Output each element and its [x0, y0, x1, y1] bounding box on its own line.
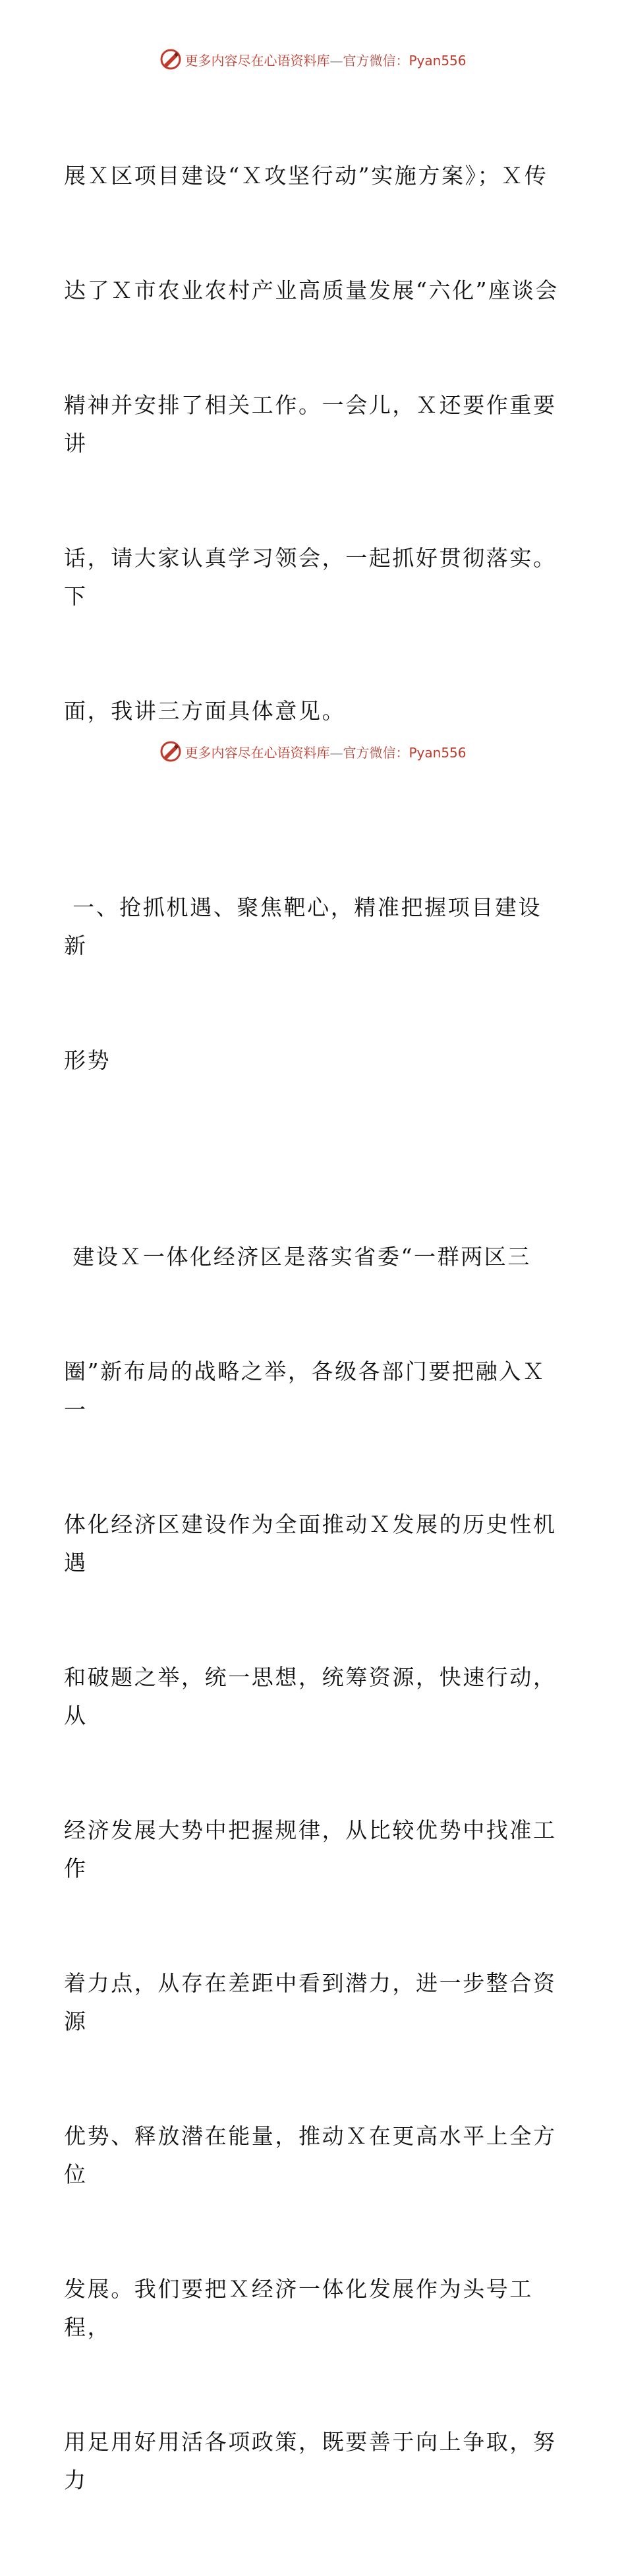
pen-logo-icon	[159, 48, 182, 71]
paragraph-intro	[64, 80, 565, 807]
text-line: 精神并安排了相关工作。一会儿，Ｘ还要作重要讲	[64, 392, 557, 456]
document-body	[64, 80, 565, 2576]
text-line: 建设Ｘ一体化经济区是落实省委“一群两区三	[64, 1244, 531, 1270]
text-line: 形势	[64, 1047, 111, 1073]
text-line: 着力点，从存在差距中看到潜力，进一步整合资源	[64, 1970, 557, 2034]
watermark-official-label: 官方微信：	[343, 52, 409, 69]
text-line: 体化经济区建设作为全面推动Ｘ发展的历史性机遇	[64, 1511, 557, 1575]
pen-logo-icon	[159, 740, 182, 763]
text-line: 发展。我们要把Ｘ经济一体化发展作为头号工程，	[64, 2276, 533, 2340]
text-line: 经济发展大势中把握规律，从比较优势中找准工作	[64, 1817, 557, 1881]
watermark-brand: 更多内容尽在心语资料库	[185, 52, 330, 69]
text-line: 和破题之举，统一思想，统筹资源，快速行动，从	[64, 1664, 557, 1728]
watermark-text	[185, 50, 466, 69]
watermark-separator: —	[329, 52, 343, 69]
text-line: 话，请大家认真学习领会，一起抓好贯彻落实。下	[64, 545, 557, 609]
watermark-id: Pyan556	[409, 744, 467, 761]
paragraph-section-1	[64, 1161, 565, 2576]
text-line: 一、抢抓机遇、聚焦靶心，精准把握项目建设新	[64, 894, 542, 958]
footer-watermark	[0, 738, 626, 765]
watermark-official-label: 官方微信：	[343, 744, 409, 761]
header-watermark	[0, 46, 626, 73]
text-line: 优势、释放潜在能量，推动Ｘ在更高水平上全方位	[64, 2123, 557, 2187]
watermark-id: Pyan556	[409, 52, 467, 69]
text-line: 用足用好用活各项政策，既要善于向上争取，努力	[64, 2429, 557, 2493]
watermark-separator: —	[329, 744, 343, 761]
section-heading-1	[64, 812, 565, 1156]
text-line: 达了Ｘ市农业农村产业高质量发展“六化”座谈会	[64, 278, 559, 303]
watermark-text	[185, 742, 466, 761]
text-line: 面，我讲三方面具体意见。	[64, 698, 346, 724]
text-line: 圈”新布局的战略之举，各级各部门要把融入Ｘ一	[64, 1359, 546, 1422]
watermark-brand: 更多内容尽在心语资料库	[185, 744, 330, 761]
text-line: 展Ｘ区项目建设“Ｘ攻坚行动”实施方案》；Ｘ传	[64, 163, 548, 189]
